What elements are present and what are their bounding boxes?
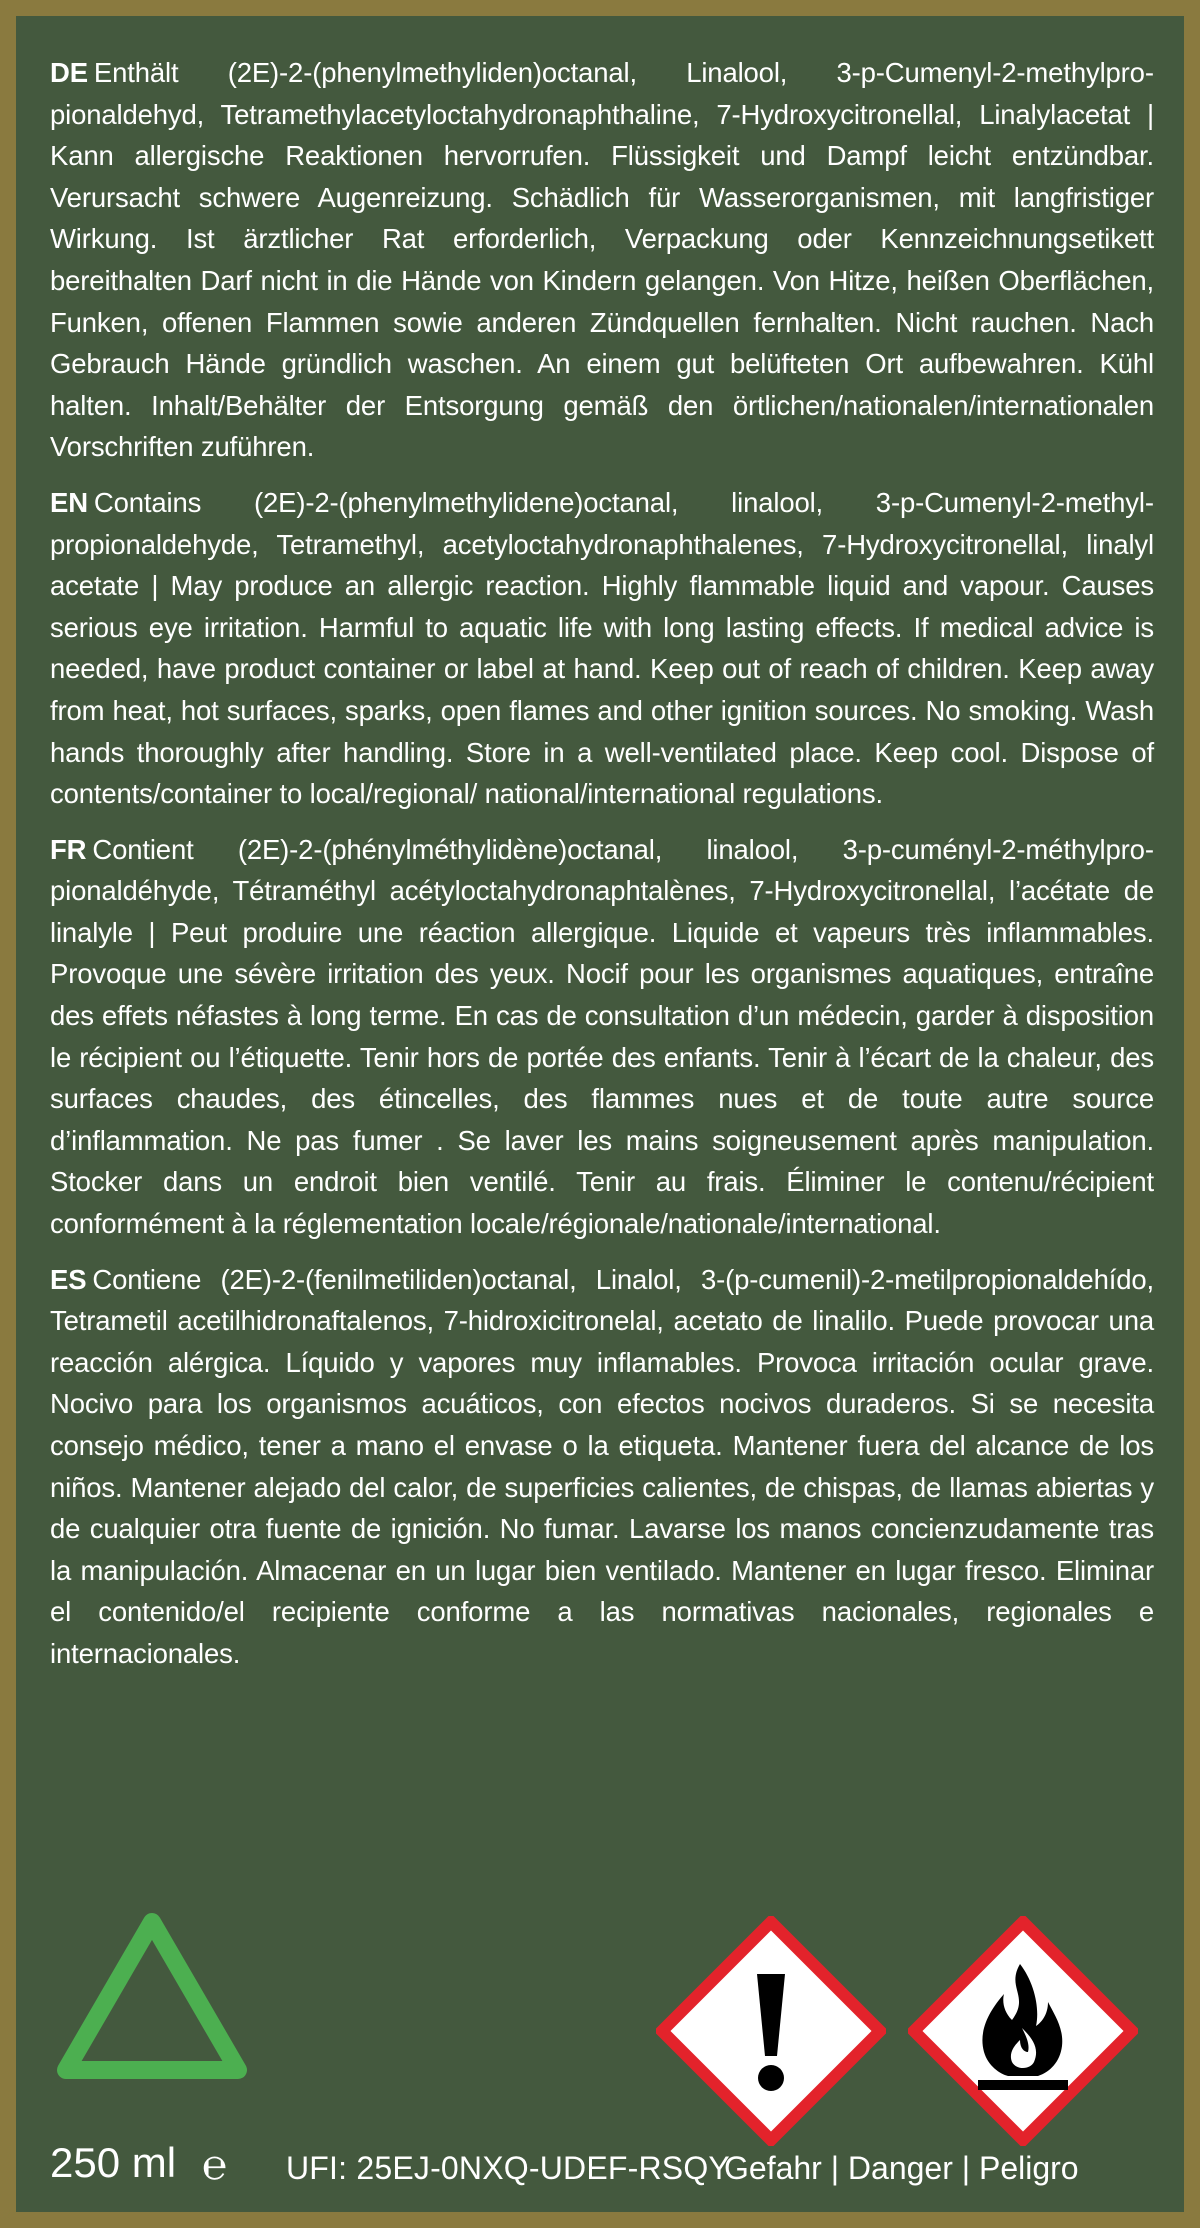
section-fr (50, 829, 1154, 1245)
exclamation-mark-pictogram-icon (656, 1916, 886, 2146)
section-en (50, 482, 1154, 815)
lang-code-en: EN (50, 486, 88, 518)
green-triangle-icon (52, 1906, 252, 2106)
product-label (16, 16, 1184, 2212)
lang-code-es: ES (50, 1263, 87, 1295)
section-text-de: Enthält (2E)-2-(phenylmethyliden)octanal, Linalool, 3-p-Cumenyl-2-methylpropionaldehyd, Tetramethylacetyloctahydronaphthaline, 7-Hydroxycitronellal, Linalylacetat | Kann allergische Reaktionen hervorrufen. Flüssigkeit und Dampf leicht entzündbar. Verursacht schwere Augenreizung. Schädlich für Wasserorganismen, mit langfristiger Wirkung. Ist ärztlicher Rat erforderlich, Verpackung oder Kennzeichnungsetikett bereithalten Darf nicht in die Hände von Kindern gelangen. Von Hitze, heißen Oberflächen, Funken, offenen Flammen sowie anderen Zündquellen fernhalten. Nicht rauchen. Nach Gebrauch Hände gründlich waschen. An einem gut belüfteten Ort aufbewahren. Kühl halten. Inhalt/Behälter der Entsorgung gemäß den örtlichen/nationalen/internationalen Vorschriften zuführen. (50, 57, 1154, 463)
signal-word: Gefahr | Danger | Peligro (724, 2150, 1079, 2186)
lang-code-fr: FR (50, 833, 87, 865)
section-de (50, 52, 1154, 468)
label-footer (16, 1896, 1184, 2212)
section-text-es: Contiene (2E)-2-(fenilmetiliden)octanal, Linalol, 3-(p-cumenil)-2-metilpropionaldehído, Tetrametil acetilhidronaftalenos, 7-hidroxicitronelal, acetato de linalilo. Puede provocar una reacción alérgica. Líquido y vapores muy inflamables. Provoca irritación ocular grave. Nocivo para los organismos acuáticos, con efectos nocivos duraderos. Si se necesita consejo médico, tener a mano el envase o la etiqueta. Mantener fuera del alcance de los niños. Mantener alejado del calor, de superficies calientes, de chispas, de llamas abiertas y de cualquier otra fuente de ignición. No fumar. Lavarse los manos concienzudamente tras la manipulación. Almacenar en un lugar bien ventilado. Mantener en lugar fresco. Eliminar el contenido/el recipiente conforme a las normativas nacionales, regionales e internacionales. (50, 1263, 1154, 1669)
section-text-en: Contains (2E)-2-(phenylmethylidene)octanal, linalool, 3-p-Cumenyl-2-methylpropionaldehyde, Tetramethyl, acetyloctahydronaphthalenes, 7-Hydroxycitronellal, linalyl acetate | May produce an allergic reaction. Highly flammable liquid and vapour. Causes serious eye irritation. Harmful to aquatic life with long lasting effects. If medical advice is needed, have product container or label at hand. Keep out of reach of children. Keep away from heat, hot surfaces, sparks, open flames and other ignition sources. No smoking. Wash hands thoroughly after handling. Store in a well-ventilated place. Keep cool. Dispose of contents/container to local/regional/ national/international regulations. (50, 486, 1154, 810)
ufi-code: UFI: 25EJ-0NXQ-UDEF-RSQY (286, 2150, 730, 2186)
lang-code-de: DE (50, 57, 88, 88)
section-text-fr: Contient (2E)-2-(phénylméthylidène)octanal, linalool, 3-p-cuményl-2-méthylpropionaldéhyde, Tétraméthyl acétyloctahydronaphtalènes, 7-Hydroxycitronellal, l’acétate de linalyle | Peut produire une réaction allergique. Liquide et vapeurs très inflammables. Provoque une sévère irritation des yeux. Nocif pour les organismes aquatiques, entraîne des effets néfastes à long terme. En cas de consultation d’un médecin, garder à disposition le récipient ou l’étiquette. Tenir hors de portée des enfants. Tenir à l’écart de la chaleur, des surfaces chaudes, des étincelles, des flammes nues et de toute autre source d’inflammation. Ne pas fumer . Se laver les mains soigneusement après manipulation. Stocker dans un endroit bien ventilé. Tenir au frais. Éliminer le contenu/récipient conformément à la réglementation locale/régionale/nationale/international. (50, 833, 1154, 1240)
flame-pictogram-icon (908, 1916, 1138, 2146)
estimated-sign: ℮ (202, 2141, 228, 2188)
safety-text-block (50, 52, 1154, 1689)
volume-label: 250 ml (50, 2139, 177, 2186)
section-es (50, 1259, 1154, 1675)
